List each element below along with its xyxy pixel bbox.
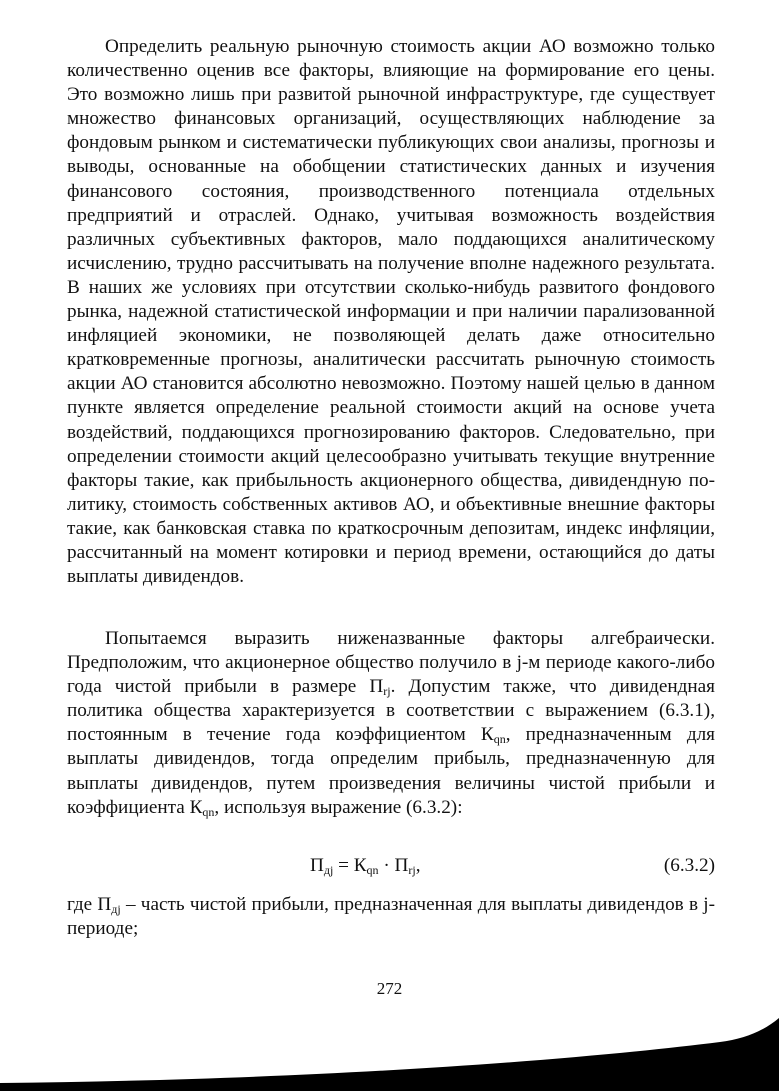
body-paragraph-1 <box>67 35 715 589</box>
definition-paragraph <box>67 893 715 941</box>
formula-tail: , <box>415 855 421 876</box>
formula-lhs: П <box>310 855 324 876</box>
paragraph-2-part-3: , предназначенным для выплаты дивидендов, тогда определим прибыль, предназначенную для выплаты дивидендов, путем произведения величины чистой прибыли и коэффициента К <box>67 724 716 818</box>
definition-part-1: где П <box>67 894 112 915</box>
page-number: 272 <box>376 979 403 998</box>
formula-dot: · П <box>378 855 409 876</box>
body-paragraph-2 <box>67 627 715 820</box>
formula-6-3-2 <box>67 853 715 879</box>
paragraph-2-sub-1: rj <box>383 684 391 699</box>
formula-eq: = К <box>333 855 367 876</box>
paragraph-2-sub-3: qn <box>202 804 215 819</box>
paragraph-2-sub-2: qn <box>493 732 506 747</box>
paragraph-2-part-1: Попытаемся выразить ниженазванные факторы алгебраически. Предположим, что акционерное общество получило в j-м периоде какого-либо года чистой прибыли в размере П <box>67 628 715 698</box>
definition-part-2: – часть чистой прибыли, предназначенная для выплаты дивидендов в j-периоде; <box>67 894 715 940</box>
formula-number: (6.3.2) <box>663 855 715 876</box>
formula-k-sub: qn <box>366 863 379 877</box>
formula-lhs-sub: дj <box>323 863 334 877</box>
formula-p-sub: rj <box>408 863 416 877</box>
paragraph-2-part-2: . Допустим также, что дивидендная политика общества характеризуется в соответствии с выражением (6.3.1), постоянным в течение года коэффициентом К <box>67 676 715 746</box>
definition-sub: дj <box>111 902 121 916</box>
paragraph-2-part-4: , используя выражение (6.3.2): <box>214 796 463 818</box>
paragraph-1-text: Определить реальную рыночную стоимость акции АО возможно только количественно оценив все факторы, влияющие на формирование его цены. Это возможно лишь при развитой рыночной инфраструктуре, где существует множество финансовых организаций, осуществляющих наблюдение за фондовым рынком и систематически публикующих свои анализы, прогнозы и выводы, основанные на обобщении статистических данных и изучения финансового состояния, производственного потенциала отдельных предприятий и отраслей. Однако, учитывая возможность воздействия различных субъективных факторов, мало поддающихся аналитическому исчислению, трудно рассчитывать на получение вполне надежного результата. В наших же условиях при отсутствии сколько-нибудь развитого фондового рынка, надежной статистической информации и при наличии парализованной инфляцией экономики, не позволяющей делать даже относительно кратковременные прогнозы, аналитически рассчитать рыночную стоимость акции АО становится абсолютно невозможно. Поэтому нашей целью в данном пункте является определение реальной стоимости акций на основе учета воздействий, поддающихся прогнозированию факторов. Следовательно, при определении стоимости акций целесообразно учитывать текущие внутренние факторы такие, как прибыльность акционерного общества, дивидендную политику, стоимость собственных активов АО, и объективные внешние факторы такие, как банковская ставка по краткосрочным депозитам, индекс инфляции, рассчитанный на момент котировки и период времени, остающийся до даты выплаты дивидендов. <box>67 36 715 588</box>
paragraph-2-text <box>67 627 715 820</box>
formula-expression <box>310 853 421 879</box>
